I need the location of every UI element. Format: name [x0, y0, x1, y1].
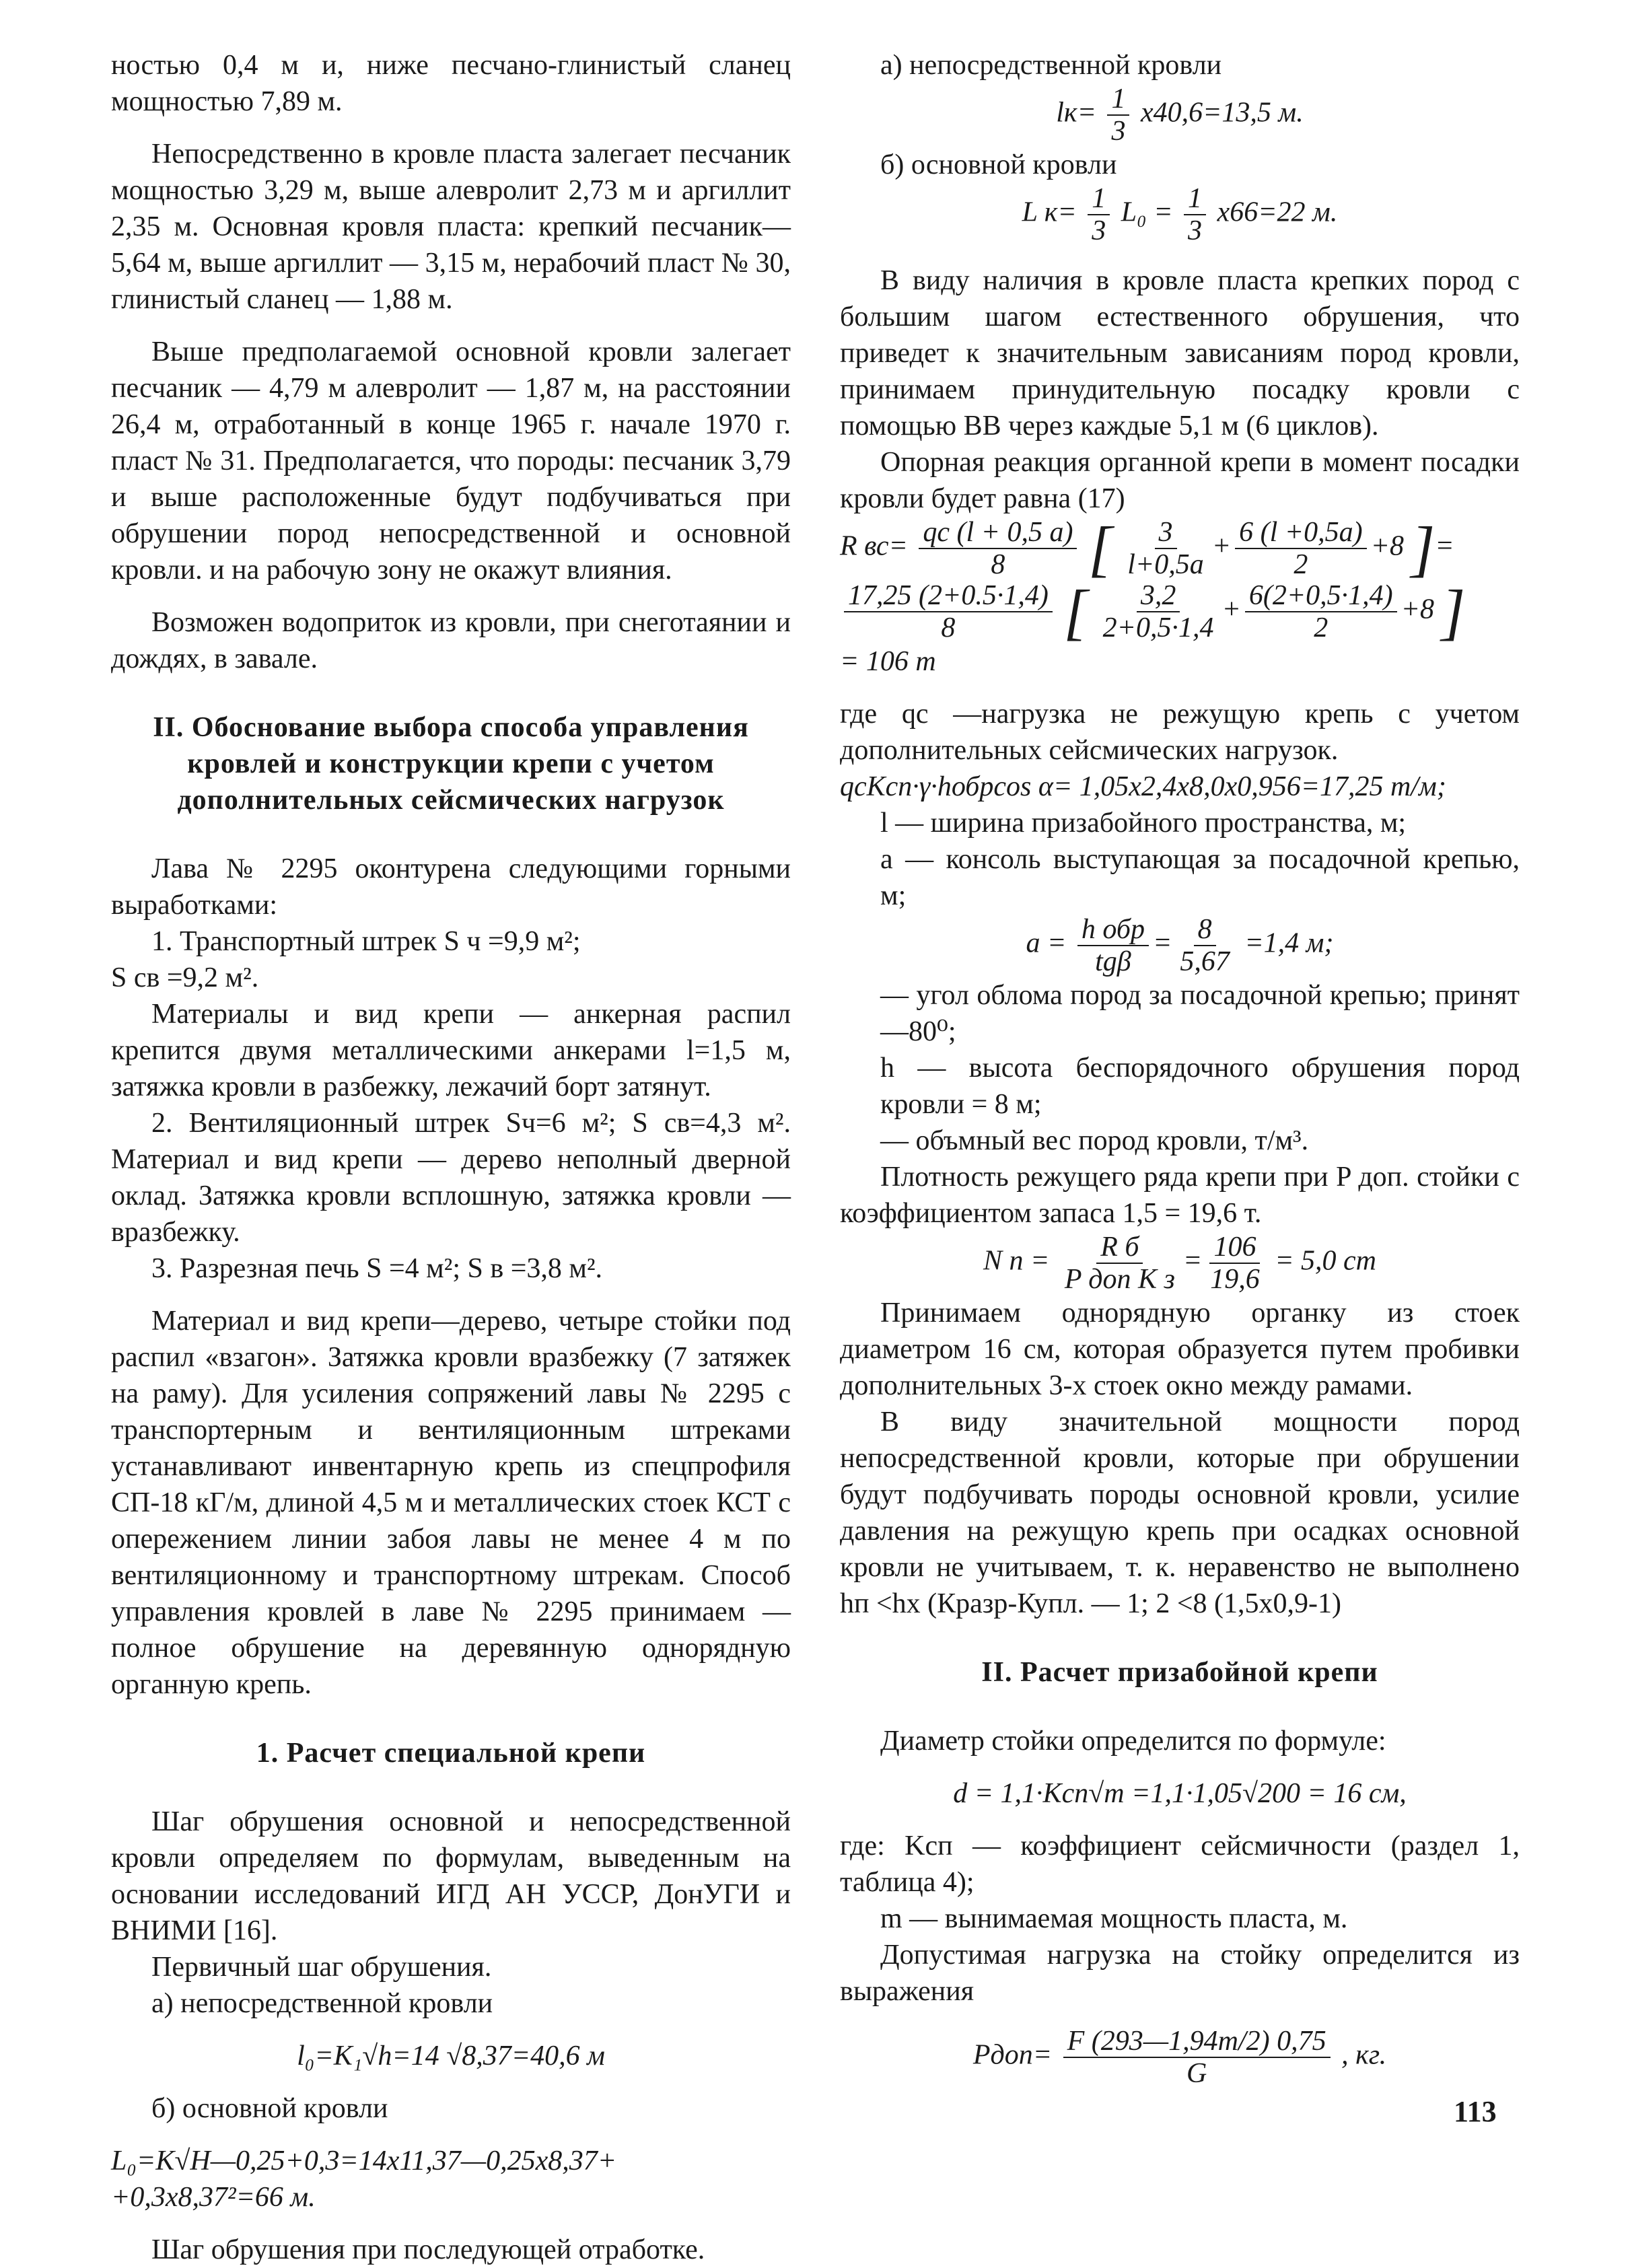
equation: a = $\frac{\text{h обр}}{\text{tgβ}}$ = $\frac{8}{5,67}$ =1,4 м; [1026, 914, 1334, 977]
fraction-numerator: 8 [1194, 914, 1216, 946]
fraction-numerator: 3,2 [1137, 580, 1180, 612]
fraction-numerator: qс (l + 0,5 a) [919, 517, 1077, 549]
equation [840, 2026, 1520, 2089]
definition: h — высота беспорядочного обрушения пород кровли = 8 м; [880, 1053, 1520, 1120]
bracket-close: ] [1411, 514, 1436, 583]
fraction-numerator: 1 [1088, 183, 1110, 215]
fraction-denominator: 3 [1111, 116, 1126, 147]
fraction [1107, 83, 1129, 147]
paragraph: а) непосредственной кровли [151, 1988, 493, 2019]
equation: qсKсп·γ·hобрcos α= 1,05x2,4x8,0x0,956=17,25 т/м; [840, 771, 1446, 802]
fraction [1123, 517, 1208, 580]
fraction-numerator: 6(2+0,5·1,4) [1245, 580, 1397, 612]
equation-lhs: L к= [1022, 197, 1077, 228]
definitions [840, 977, 1520, 1159]
left-column [111, 47, 791, 2268]
fraction [1063, 2026, 1331, 2089]
equation-lhs: Pдоп= [972, 2039, 1053, 2071]
equation-lhs: N п = [983, 1245, 1050, 1277]
fraction-denominator: l+0,5a [1127, 549, 1204, 580]
equation-rhs: , кг. [1341, 2039, 1387, 2071]
fraction [1099, 580, 1218, 643]
bracket-close: ] [1441, 577, 1466, 646]
fraction-denominator: 2 [1314, 612, 1328, 643]
fraction-denominator: tgβ [1095, 946, 1131, 977]
fraction [1077, 914, 1149, 977]
section-heading: II. Обоснование выбора способа управления кровлей и конструкции крепи с учетом дополнительных сейсмических нагрузок [153, 712, 749, 816]
paragraph: Шаг обрушения при последующей отработке. [151, 2234, 705, 2265]
paragraph: Плотность режущего ряда крепи при P доп. стойки с коэффициентом запаса 1,5 = 19,6 т. [840, 1162, 1520, 1229]
paragraph: Опорная реакция органной крепи в момент посадки кровли будет равна (17) [840, 447, 1520, 514]
equation [840, 83, 1520, 147]
fraction-denominator: 19,6 [1210, 1264, 1260, 1295]
paragraph: В виду значительной мощности пород непосредственной кровли, которые при обрушении будут подбучивать породы основной кровли, усилие давления на режущую крепь при осадках основной кровли не учитываем, т. к. неравенство не выполнено hп <hx (Кразр-Купл. — 1; 2 <8 (1,5x0,9-1) [840, 1407, 1520, 1619]
fraction-denominator: 2 [1294, 549, 1308, 580]
fraction-denominator: 8 [991, 549, 1005, 580]
definition: где: Kсп — коэффициент сейсмичности (раздел 1, таблица 4); [840, 1831, 1520, 1898]
definition: l — ширина призабойного пространства, м; [880, 808, 1407, 839]
equation-rhs: = 5,0 ст [1275, 1245, 1377, 1277]
definition: — объмный вес пород кровли, т/м³. [880, 1125, 1309, 1156]
paragraph: а) непосредственной кровли [880, 50, 1222, 81]
definition: m — вынимаемая мощность пласта, м. [880, 1903, 1348, 1934]
fraction-numerator: 1 [1184, 183, 1206, 215]
fraction-denominator: G [1186, 2058, 1207, 2089]
paragraph: б) основной кровли [880, 149, 1117, 180]
fraction [1206, 1232, 1264, 1295]
paragraph: Материал и вид крепи—дерево, четыре стойки под распил «взагон». Затяжка кровли вразбежку (7 затяжек на раму). Для усиления сопряжений лавы № 2295 с транспортерным и вентиляционным штреками устанавливают инвентарную крепь из спецпрофиля СП-18 кГ/м, длиной 4,5 м и металлических стоек КСТ с опережением линии забоя лавы не менее 4 м по вентиляционному и транспортному штрекам. Способ управления кровлей в лаве № 2295 принимаем — полное обрушение на деревянную однорядную органную крепь. [111, 1306, 791, 1700]
fraction-denominator: 2+0,5·1,4 [1102, 612, 1214, 643]
paragraph: Выше предполагаемой основной кровли залегает песчаник — 4,79 м алевролит — 1,87 м, на расстоянии 26,4 м, отработанный в конце 1965 г. начале 1970 г. пласт № 31. Предполагается, что породы: песчаник 3,79 и выше расположенные будут подбучиваться при обрушении пород непосредственной и основной кровли. и на рабочую зону не окажут влияния. [111, 336, 791, 586]
paragraph: ностью 0,4 м и, ниже песчано-глинистый сланец мощностью 7,89 м. [111, 50, 791, 117]
equation-rhs: x40,6=13,5 м. [1140, 97, 1304, 129]
paragraph: б) основной кровли [151, 2093, 388, 2124]
equation-rhs: =1,4 м; [1244, 927, 1334, 959]
equation: L₀=K√H—0,25+0,3=14x11,37—0,25x8,37+ [111, 2146, 617, 2176]
paragraph: В виду наличия в кровле пласта крепких пород с большим шагом естественного обрушения, что приведет к значительным зависаниям пород кровли, принимаем принудительную посадку кровли с помощью ВВ через каждые 5,1 м (6 циклов). [840, 265, 1520, 441]
paragraph: Непосредственно в кровле пласта залегает песчаник мощностью 3,29 м, выше алевролит 2,73 м и аргиллит 2,35 м. Основная кровля пласта: крепкий песчаник—5,64 м, выше аргиллит — 3,15 м, нерабочий пласт № 30, глинистый сланец — 1,88 м. [111, 139, 791, 315]
definitions [840, 805, 1520, 914]
equation: d = 1,1·Kсп√m =1,1·1,05√200 = 16 см, [953, 1778, 1407, 1809]
equation: l₀=K₁√h=14 √8,37=40,6 м [297, 2041, 605, 2071]
fraction-numerator: 1 [1107, 83, 1129, 116]
fraction-denominator: 5,67 [1180, 946, 1230, 977]
paragraph: Лава № 2295 оконтурена следующими горными выработками: [111, 853, 791, 921]
bracket-open: [ [1088, 514, 1112, 583]
list-item: 3. Разрезная печь S =4 м²; S в =3,8 м². [151, 1253, 603, 1284]
equation: +0,3x8,37²=66 м. [111, 2182, 316, 2213]
equation: = 106 т [840, 646, 936, 677]
equation: N п = $\frac{\text{R б}}{\text{P доп K з}}$ = $\frac{106}{19,6}$ = 5,0 ст [983, 1232, 1377, 1295]
fraction-numerator: 106 [1209, 1232, 1260, 1264]
equation-rhs: x66=22 м. [1217, 197, 1338, 228]
paragraph: Принимаем однорядную органку из стоек диаметром 16 см, которая образуется путем пробивки дополнительных 3-х стоек окно между рамами. [840, 1298, 1520, 1401]
fraction-numerator: 3 [1155, 517, 1177, 549]
fraction [1184, 183, 1206, 246]
fraction [1245, 580, 1397, 643]
right-column [840, 47, 1520, 2089]
fraction-numerator: R б [1096, 1232, 1143, 1264]
definition: — угол облома пород за посадочной крепью; принят —80⁰; [880, 980, 1520, 1047]
equation-term: +8 [1401, 594, 1434, 625]
fraction-numerator: 17,25 (2+0.5·1,4) [844, 580, 1053, 612]
fraction [1235, 517, 1366, 580]
fraction-numerator: 6 (l +0,5a) [1235, 517, 1366, 549]
fraction-denominator: 8 [941, 612, 956, 643]
paragraph: Диаметр стойки определится по формуле: [880, 1726, 1386, 1757]
bracket-open: [ [1063, 577, 1088, 646]
section-heading: II. Расчет призабойной крепи [981, 1657, 1378, 1688]
equation-lhs: a = [1026, 927, 1067, 959]
list-item: 1. Транспортный штрек S ч =9,9 м²; [151, 926, 581, 957]
fraction [1176, 914, 1234, 977]
equation: R вс= $\frac{qс (l + 0,5 a)}{8}$ [ $\frac{3}{l+0,5a}$ + $\frac{6 (l +0,5a)}{2}$ +8 ]= [840, 514, 1454, 583]
fraction-numerator: h обр [1077, 914, 1149, 946]
equation [840, 183, 1520, 246]
equation-lhs: lк= [1056, 97, 1096, 129]
list-item: S св =9,2 м². [111, 962, 259, 993]
paragraph: Допустимая нагрузка на стойку определится из выражения [840, 1940, 1520, 2007]
list-item: 2. Вентиляционный штрек Sч=6 м²; S св=4,3 м². Материал и вид крепи — дерево неполный дверной оклад. Затяжка кровли всплошную, затяжка кровли — вразбежку. [111, 1108, 791, 1248]
fraction-denominator: 3 [1188, 215, 1203, 246]
equation: $\frac{17,25 (2+0.5\cdot 1,4)}{8}$ [ $\frac{3,2}{2+0,5\cdot 1,4}$ + $\frac{6(2+0,5\cdot 1,4)}{2}$ +8 ] [840, 580, 1520, 643]
fraction [1061, 1232, 1179, 1295]
fraction [844, 580, 1053, 643]
paragraph: Шаг обрушения основной и непосредственной кровли определяем по формулам, выведенным на основании исследований ИГД АН УССР, ДонУГИ и ВНИМИ [16]. [111, 1806, 791, 1946]
definition: a — консоль выступающая за посадочной крепью, м; [880, 844, 1520, 911]
section-heading: 1. Расчет специальной крепи [256, 1738, 646, 1769]
paragraph: Возможен водоприток из кровли, при снеготаянии и дождях, в завале. [111, 607, 791, 674]
paragraph: где qс —нагрузка не режущую крепь с учетом дополнительных сейсмических нагрузок. [840, 699, 1520, 766]
fraction-numerator: F (293—1,94m/2) 0,75 [1063, 2026, 1331, 2058]
fraction-denominator: 3 [1092, 215, 1106, 246]
paragraph: Материалы и вид крепи — анкерная распил крепится двумя металлическими анкерами l=1,5 м, затяжка кровли в разбежку, лежачий борт затянут. [111, 999, 791, 1102]
equation-term: L₀ = [1121, 197, 1173, 228]
equation-lhs: R вс= [840, 530, 908, 562]
fraction [1088, 183, 1110, 246]
page-number: 113 [1454, 2095, 1497, 2128]
fraction-denominator: P доп K з [1064, 1264, 1175, 1295]
equation-term: +8 [1370, 530, 1404, 562]
paragraph: Первичный шаг обрушения. [151, 1952, 492, 1983]
fraction [919, 517, 1077, 580]
